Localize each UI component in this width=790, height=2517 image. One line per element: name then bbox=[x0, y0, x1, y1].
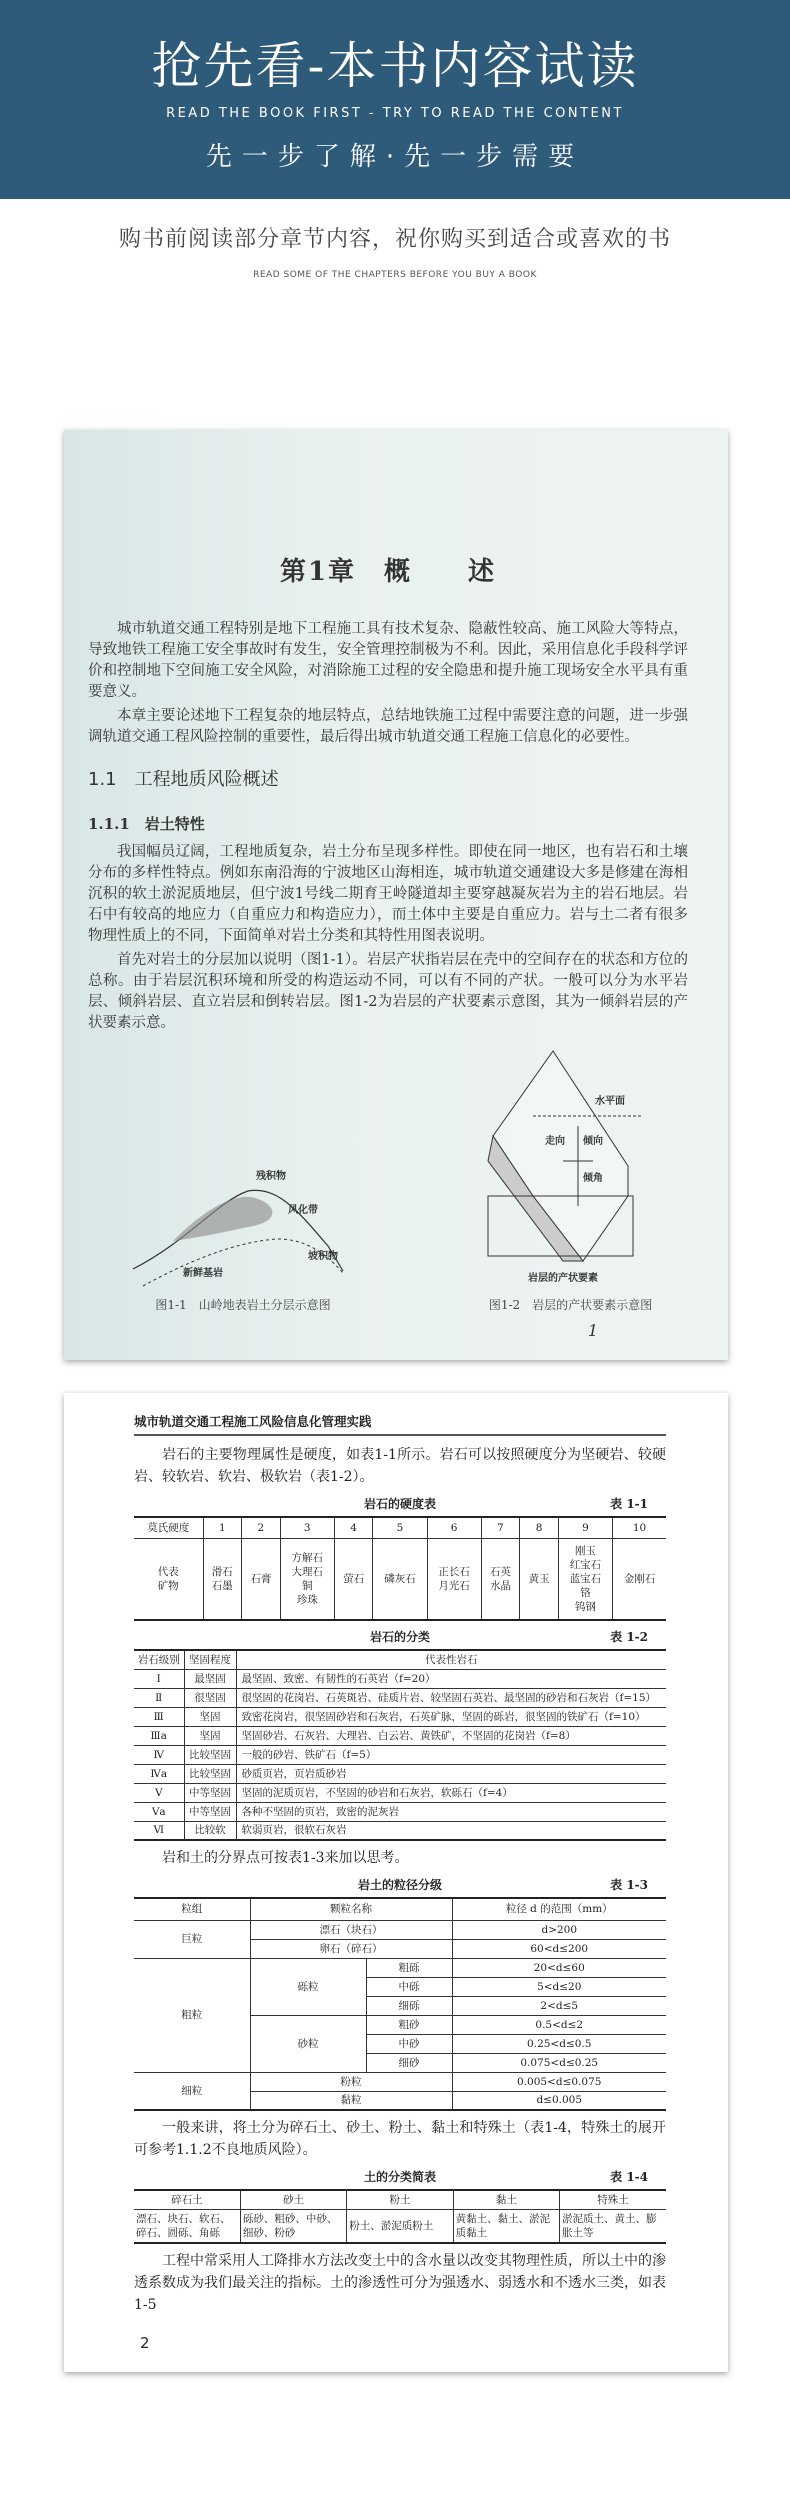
table-cell: Ⅵ bbox=[134, 1821, 184, 1840]
table-row bbox=[134, 1707, 666, 1726]
table-cell: 方解石 大理石 铜 珍珠 bbox=[280, 1538, 334, 1620]
table-cell: Ⅲ bbox=[134, 1707, 184, 1726]
table-cell: 磷灰石 bbox=[373, 1538, 427, 1620]
label-bedrock: 新鲜基岩 bbox=[183, 1268, 223, 1279]
table-cell: Ⅴa bbox=[134, 1802, 184, 1821]
table-cell: 黄黏土、黏土、淤泥质黏土 bbox=[453, 2209, 559, 2243]
table-row bbox=[134, 1745, 666, 1764]
table-grain-size: 粒组 颗粒名称 粒径 d 的范围（mm） 巨粒 漂石（块石） d>200 卵石（碎石） 60<d≤200 粗粒 砾粒 粗砾 20<d≤60 中砾 5<d≤20 细砾 2<d≤5 砂粒 粗砂 0.5<d≤2 中砂 0.25<d≤0.5 细砂 0.075<d≤0.25 细粒 粉粒 0.005<d≤0.075 黏粒 d≤0.005 bbox=[134, 1897, 666, 2111]
banner-subtitle: READ THE BOOK FIRST - TRY TO READ THE CONTENT bbox=[166, 106, 624, 121]
table-rock-hardness bbox=[134, 1516, 666, 1621]
table-cell: 坚固的泥质页岩，不坚固的砂岩和石灰岩，软砾石（f=4） bbox=[236, 1783, 666, 1802]
table-cell: 坚固 bbox=[184, 1726, 236, 1745]
table-cell: 石膏 bbox=[242, 1538, 281, 1620]
table-row bbox=[134, 1688, 666, 1707]
label-residual: 残积物 bbox=[256, 1171, 286, 1182]
table-row bbox=[134, 1726, 666, 1745]
table-cell: 4 bbox=[334, 1517, 373, 1538]
paragraph: 首先对岩土的分层加以说明（图1-1）。岩层产状指岩层在壳中的空间存在的状态和方位的总称。由于岩层沉积环境和所受的构造运动不同，可以有不同的产状。一般可以分为水平岩层、倾斜岩层、直立岩层和倒转岩层。图1-2为岩层的产状要素示意图，其为一倾斜岩层的产状要素示意。 bbox=[88, 952, 688, 1031]
intro-text: 购书前阅读部分章节内容，祝你购买到适合或喜欢的书 bbox=[118, 227, 671, 252]
table-cell: 坚固 bbox=[184, 1707, 236, 1726]
table-cell: Ⅱ bbox=[134, 1688, 184, 1707]
divider bbox=[134, 1434, 666, 1436]
label-strike: 走向 bbox=[545, 1136, 565, 1147]
table-cell: 9 bbox=[558, 1517, 612, 1538]
intro-text-en: READ SOME OF THE CHAPTERS BEFORE YOU BUY A BOOK bbox=[253, 270, 537, 280]
header-banner bbox=[0, 0, 790, 199]
table-cell: 滑石 石墨 bbox=[203, 1538, 242, 1620]
table-row bbox=[134, 1802, 666, 1821]
table-cell: 砂质页岩，页岩质砂岩 bbox=[236, 1764, 666, 1783]
table-cell: 一般的砂岩、铁矿石（f=5） bbox=[236, 1745, 666, 1764]
table-1-2-block: 岩石的分类 表 1-2 岩石级别 坚固程度 代表性岩石 Ⅰ 最坚固 最坚固、致密、有韧性的石英岩（f=20） Ⅱ 很坚固 很坚固的花岗岩、石英斑岩、硅质片岩、较坚固石英岩、最坚固的砂岩和石灰岩（f=15） Ⅲ 坚固 致密花岗岩，很坚固砂岩和石灰岩，石英矿脉，坚固的砾岩，很坚固的铁矿石（f=10） Ⅲa 坚固 坚固砂岩、石灰岩、大理岩、白云岩、黄铁矿，不坚固的花岗岩（f=8） Ⅳ 比较坚固 一般的砂岩、铁矿石（f=5） Ⅳa 比较坚固 砂质页岩，页岩质砂岩 Ⅴ 中等坚固 坚固的泥质页岩，不坚固的砂岩和石灰岩，软砾石（f=4） Ⅴa 中等坚固 各种不坚固的页岩，致密的泥灰岩 Ⅵ 比较软 软弱页岩，很软石灰岩 bbox=[134, 1629, 666, 1841]
label-dip-direction: 倾向 bbox=[583, 1136, 603, 1147]
paragraph: 我国幅员辽阔，工程地质复杂，岩土分布呈现多样性。即使在同一地区，也有岩石和土壤分布的多样性特点。例如东南沿海的宁波地区山海相连，城市轨道交通建设大多是修建在海相沉积的软土淤泥质地层，但宁波1号线二期育王岭隧道却主要穿越凝灰岩为主的岩石地层。岩石中有较高的地应力（自重应力和构造应力），而土体中主要是自重应力。岩与土二者有很多物理性质上的不同，下面简单对岩土分类和其特性用图表说明。 bbox=[88, 844, 688, 944]
table-cell: 最坚固、致密、有韧性的石英岩（f=20） bbox=[236, 1669, 666, 1688]
table-cell: Ⅰ bbox=[134, 1669, 184, 1688]
table-cell: 中等坚固 bbox=[184, 1802, 236, 1821]
table-row bbox=[134, 1669, 666, 1688]
table-cell: 砂土 bbox=[240, 2190, 346, 2209]
table-cell: 砾砂、粗砂、中砂、细砂、粉砂 bbox=[240, 2209, 346, 2243]
table-cell: Ⅳa bbox=[134, 1764, 184, 1783]
table-cell: 特殊土 bbox=[560, 2190, 666, 2209]
table-cell: 各种不坚固的页岩，致密的泥灰岩 bbox=[236, 1802, 666, 1821]
table-cell: 5 bbox=[373, 1517, 427, 1538]
table-cell: 正长石 月光石 bbox=[427, 1538, 481, 1620]
table-cell: Ⅴ bbox=[134, 1783, 184, 1802]
table-cell: 粉土 bbox=[347, 2190, 453, 2209]
label-weathered: 风化带 bbox=[288, 1205, 318, 1216]
table-cell: 岩石级别 bbox=[134, 1650, 184, 1669]
figure-inner-title: 岩层的产状要素 bbox=[528, 1273, 598, 1284]
table-cell: Ⅳ bbox=[134, 1745, 184, 1764]
section-heading: 1.1 工程地质风险概述 bbox=[88, 769, 279, 790]
figure-caption: 图1-1 山岭地表岩土分层示意图 bbox=[155, 1298, 331, 1312]
table-cell: 黏土 bbox=[453, 2190, 559, 2209]
table-cell: 很坚固 bbox=[184, 1688, 236, 1707]
table-cell: 坚固程度 bbox=[184, 1650, 236, 1669]
table-row bbox=[134, 1764, 666, 1783]
table-cell: 致密花岗岩，很坚固砂岩和石灰岩，石英矿脉，坚固的砾岩，很坚固的铁矿石（f=10） bbox=[236, 1707, 666, 1726]
page-number: 1 bbox=[587, 1321, 598, 1340]
table-cell: 3 bbox=[280, 1517, 334, 1538]
banner-slogan: 先一步了解·先一步需要 bbox=[205, 142, 585, 172]
table-cell: 6 bbox=[427, 1517, 481, 1538]
table-row bbox=[134, 1821, 666, 1840]
table-cell: 刚玉 红宝石 蓝宝石 铬 钨钢 bbox=[558, 1538, 612, 1620]
figure-1-2 bbox=[483, 1046, 658, 1313]
paragraph: 岩石的主要物理属性是硬度，如表1-1所示。岩石可以按照硬度分为坚硬岩、较硬岩、较软岩、软岩、极软岩（表1-2）。 bbox=[134, 1447, 666, 1485]
table-rock-classification bbox=[134, 1649, 666, 1841]
table-cell: 10 bbox=[613, 1517, 666, 1538]
subsection-heading: 1.1.1 岩土特性 bbox=[88, 815, 205, 833]
table-row bbox=[134, 1783, 666, 1802]
table-cell: 很坚固的花岗岩、石英斑岩、硅质片岩、较坚固石英岩、最坚固的砂岩和石灰岩（f=15） bbox=[236, 1688, 666, 1707]
table-cell: 比较软 bbox=[184, 1821, 236, 1840]
table-cell: 比较坚固 bbox=[184, 1745, 236, 1764]
table-cell: 莫氏硬度 bbox=[134, 1517, 203, 1538]
label-slope: 坡积物 bbox=[308, 1251, 338, 1262]
table-cell: 7 bbox=[481, 1517, 520, 1538]
table-cell: 中等坚固 bbox=[184, 1783, 236, 1802]
table-soil-classification bbox=[134, 2189, 666, 2244]
table-cell: 萤石 bbox=[334, 1538, 373, 1620]
label-dip-angle: 倾角 bbox=[583, 1173, 603, 1184]
figures-row bbox=[88, 1046, 688, 1313]
table-cell: 粉土、淤泥质粉土 bbox=[347, 2209, 453, 2243]
figure-1-1 bbox=[128, 1161, 358, 1313]
paragraph: 工程中常采用人工降排水方法改变土中的含水量以改变其物理性质，所以土中的渗透系数成为我们最关注的指标。土的渗透性可分为强透水、弱透水和不透水三类，如表1-5 bbox=[134, 2253, 666, 2313]
table-cell: Ⅲa bbox=[134, 1726, 184, 1745]
table-cell: 碎石土 bbox=[134, 2190, 240, 2209]
table-1-3-block: 岩土的粒径分级 表 1-3 粒组 颗粒名称 粒径 d 的范围（mm） 巨粒 漂石（块石） d>200 卵石（碎石） 60<d≤200 粗粒 砾粒 粗砾 20<d≤60 中砾 5<d≤20 细砾 2<d≤5 砂粒 粗砂 0.5<d≤2 中砂 0.25<d≤0.5 细砂 0.075<d≤0.25 细粒 粉粒 0.005<d≤0.075 黏粒 d≤0.005 bbox=[134, 1877, 666, 2111]
paragraph: 岩和土的分界点可按表1-3来加以思考。 bbox=[162, 1850, 409, 1866]
running-head: 城市轨道交通工程施工风险信息化管理实践 bbox=[134, 1414, 372, 1429]
paragraph: 一般来讲，将土分为碎石土、砂土、粉土、黏土和特殊土（表1-4，特殊土的展开可参考1.1.2不良地质风险）。 bbox=[134, 2120, 666, 2158]
table-cell: 最坚固 bbox=[184, 1669, 236, 1688]
table-cell: 坚固砂岩、石灰岩、大理岩、白云岩、黄铁矿，不坚固的花岗岩（f=8） bbox=[236, 1726, 666, 1745]
table-cell: 石英 水晶 bbox=[481, 1538, 520, 1620]
table-cell: 黄玉 bbox=[520, 1538, 559, 1620]
page-number: 2 bbox=[140, 2334, 150, 2352]
paragraph: 本章主要论述地下工程复杂的地层特点，总结地铁施工过程中需要注意的问题，进一步强调轨道交通工程风险控制的重要性，最后得出城市轨道交通工程施工信息化的必要性。 bbox=[88, 708, 688, 745]
table-header-row bbox=[134, 1650, 666, 1669]
table-cell: 代表 矿物 bbox=[134, 1538, 203, 1620]
table-cell: 软弱页岩，很软石灰岩 bbox=[236, 1821, 666, 1840]
table-cell: 淤泥质土、黄土、膨胀土等 bbox=[560, 2209, 666, 2243]
table-cell: 金刚石 bbox=[613, 1538, 666, 1620]
banner-title: 抢先看-本书内容试读 bbox=[151, 37, 639, 95]
table-cell: 代表性岩石 bbox=[236, 1650, 666, 1669]
table-cell: 比较坚固 bbox=[184, 1764, 236, 1783]
figure-1-2-stratum-attitude bbox=[483, 1046, 658, 1291]
figure-1-1-mountain-layers bbox=[128, 1161, 358, 1291]
table-1-1-block bbox=[134, 1496, 666, 1621]
table-cell: 1 bbox=[203, 1517, 242, 1538]
figure-caption: 图1-2 岩层的产状要素示意图 bbox=[488, 1298, 653, 1312]
table-cell: 2 bbox=[242, 1517, 281, 1538]
label-horizontal-plane: 水平面 bbox=[595, 1096, 625, 1107]
paragraph: 城市轨道交通工程特别是地下工程施工具有技术复杂、隐蔽性较高、施工风险大等特点，导致地铁工程施工安全事故时有发生，安全管理控制极为不利。因此，采用信息化手段科学评价和控制地下空间施工安全风险，对消除施工过程的安全隐患和提升施工现场安全水平具有重要意义。 bbox=[88, 621, 688, 700]
table-title: 岩石的硬度表 表 1-1 bbox=[363, 1497, 648, 1511]
book-page-2 bbox=[64, 1393, 728, 2372]
table-1-4-block: 土的分类简表 表 1-4 碎石土 砂土 粉土 黏土 特殊土 漂石、块石、软石、碎石、圆砾、角砾 砾砂、粗砂、中砂、细砂、粉砂 粉土、淤泥质粉土 黄黏土、黏土、淤泥质黏土 淤泥质土、黄土、膨胀土等 bbox=[134, 2169, 666, 2244]
chapter-title: 第1章 概 述 bbox=[279, 557, 497, 587]
table-cell: 漂石、块石、软石、碎石、圆砾、角砾 bbox=[134, 2209, 240, 2243]
book-page-1 bbox=[64, 430, 728, 1360]
table-cell: 8 bbox=[520, 1517, 559, 1538]
